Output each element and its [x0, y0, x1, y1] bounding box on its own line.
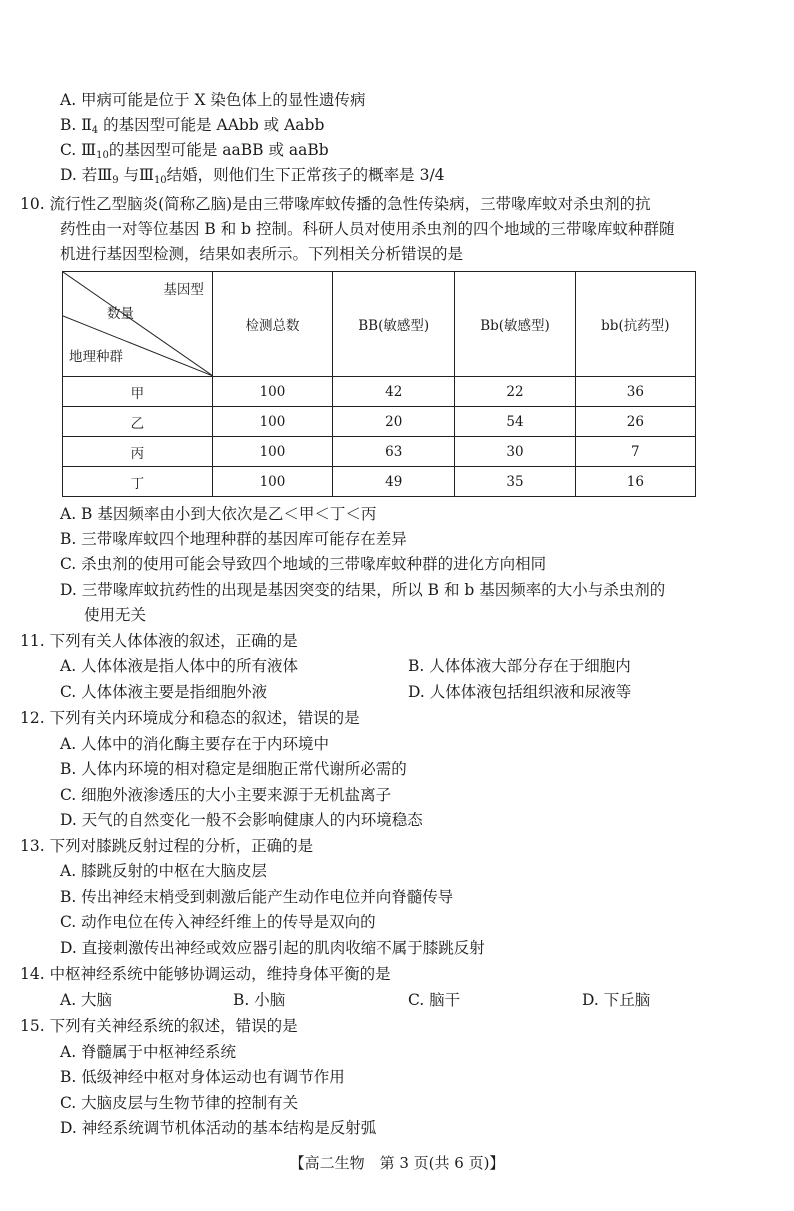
- q12-option-c: C. 细胞外液渗透压的大小主要来源于无机盐离子: [60, 786, 392, 804]
- q9-option-d-mid: 与Ⅲ: [118, 166, 154, 184]
- q9-option-b-prefix: B. Ⅱ: [60, 116, 92, 134]
- q14-stem: 14. 中枢神经系统中能够协调运动，维持身体平衡的是: [20, 965, 391, 983]
- q12-option-d: D. 天气的自然变化一般不会影响健康人的内环境稳态: [60, 811, 423, 829]
- cell-BB: 42: [333, 377, 455, 407]
- cell-total: 100: [212, 437, 332, 467]
- header-total: 检测总数: [212, 272, 332, 377]
- cell-bb: 16: [575, 467, 695, 497]
- q14-option-b: B. 小脑: [233, 991, 286, 1009]
- corner-label-population: 地理种群: [69, 349, 123, 365]
- q9-option-c-prefix: C. Ⅲ: [60, 141, 97, 159]
- cell-Bb: 30: [455, 437, 575, 467]
- table-row: [63, 377, 696, 407]
- cell-population: 丁: [63, 467, 213, 497]
- q12-stem: 12. 下列有关内环境成分和稳态的叙述，错误的是: [20, 709, 360, 727]
- cell-Bb: 22: [455, 377, 575, 407]
- q9-option-c-subscript: 10: [96, 150, 109, 161]
- table-row: [63, 407, 696, 437]
- q10-option-a: A. B 基因频率由小到大依次是乙＜甲＜丁＜丙: [60, 505, 377, 523]
- q11-option-c: C. 人体体液主要是指细胞外液: [60, 683, 268, 701]
- q9-option-d: [60, 165, 445, 185]
- q11-stem: 11. 下列有关人体体液的叙述，正确的是: [20, 632, 298, 650]
- q10-option-b: B. 三带喙库蚊四个地理种群的基因库可能存在差异: [60, 530, 407, 548]
- q13-option-c: C. 动作电位在传入神经纤维上的传导是双向的: [60, 913, 376, 931]
- q10-stem-line-2: 药性由一对等位基因 B 和 b 控制。科研人员对使用杀虫剂的四个地域的三带喙库蚊种群随: [60, 220, 675, 238]
- header-bb-resistant: bb(抗药型): [575, 272, 695, 377]
- q9-option-b-subscript: 4: [91, 125, 99, 136]
- q13-stem: 13. 下列对膝跳反射过程的分析，正确的是: [20, 837, 314, 855]
- q9-option-b-text: 的基因型可能是 AAbb 或 Aabb: [98, 116, 325, 134]
- table-row: [63, 467, 696, 497]
- q14-option-c: C. 脑干: [408, 991, 461, 1009]
- q15-option-b: B. 低级神经中枢对身体运动也有调节作用: [60, 1068, 345, 1086]
- q11-option-d: D. 人体体液包括组织液和尿液等: [408, 683, 632, 701]
- q12-option-a: A. 人体中的消化酶主要存在于内环境中: [60, 735, 330, 753]
- table-header-row: [63, 272, 696, 377]
- q13-option-a: A. 膝跳反射的中枢在大脑皮层: [60, 862, 268, 880]
- cell-total: 100: [212, 407, 332, 437]
- q9-option-d-subscript-1: 9: [112, 175, 119, 186]
- cell-population: 甲: [63, 377, 213, 407]
- q9-option-c-text: 的基因型可能是 aaBB 或 aaBb: [108, 141, 329, 159]
- q9-option-d-subscript-2: 10: [153, 175, 167, 186]
- q15-option-c: C. 大脑皮层与生物节律的控制有关: [60, 1094, 299, 1112]
- cell-BB: 63: [333, 437, 455, 467]
- cell-total: 100: [212, 377, 332, 407]
- table-corner-cell: [63, 272, 213, 377]
- cell-population: 乙: [63, 407, 213, 437]
- table-row: [63, 437, 696, 467]
- page-footer: 【高二生物 第 3 页(共 6 页)】: [289, 1154, 505, 1172]
- cell-total: 100: [212, 467, 332, 497]
- q10-stem-line-3: 机进行基因型检测，结果如表所示。下列相关分析错误的是: [60, 245, 464, 263]
- cell-BB: 49: [333, 467, 455, 497]
- q10-option-d-line-2: 使用无关: [84, 606, 147, 624]
- header-bb-sensitive: BB(敏感型): [333, 272, 455, 377]
- q14-option-a: A. 大脑: [60, 991, 113, 1009]
- q9-option-c: [60, 140, 329, 160]
- header-bb-het-sensitive: Bb(敏感型): [455, 272, 575, 377]
- q11-option-b: B. 人体体液大部分存在于细胞内: [408, 657, 631, 675]
- q13-option-b: B. 传出神经末梢受到刺激后能产生动作电位并向脊髓传导: [60, 888, 454, 906]
- cell-bb: 7: [575, 437, 695, 467]
- cell-bb: 36: [575, 377, 695, 407]
- q10-option-d-line-1: D. 三带喙库蚊抗药性的出现是基因突变的结果，所以 B 和 b 基因频率的大小与杀虫剂的: [60, 581, 666, 599]
- q9-option-b: [60, 115, 324, 135]
- corner-label-genotype: 基因型: [163, 282, 204, 298]
- q15-option-d: D. 神经系统调节机体活动的基本结构是反射弧: [60, 1119, 377, 1137]
- cell-population: 丙: [63, 437, 213, 467]
- q10-stem-line-1: 10. 流行性乙型脑炎(简称乙脑)是由三带喙库蚊传播的急性传染病，三带喙库蚊对杀虫剂的抗: [20, 195, 651, 213]
- cell-BB: 20: [333, 407, 455, 437]
- q15-stem: 15. 下列有关神经系统的叙述，错误的是: [20, 1017, 298, 1035]
- genotype-table: [62, 271, 696, 497]
- q11-option-a: A. 人体体液是指人体中的所有液体: [60, 657, 299, 675]
- q15-option-a: A. 脊髓属于中枢神经系统: [60, 1043, 237, 1061]
- corner-label-quantity: 数量: [107, 306, 134, 322]
- cell-Bb: 35: [455, 467, 575, 497]
- cell-Bb: 54: [455, 407, 575, 437]
- cell-bb: 26: [575, 407, 695, 437]
- q10-option-c: C. 杀虫剂的使用可能会导致四个地域的三带喙库蚊种群的进化方向相同: [60, 555, 547, 573]
- q14-option-d: D. 下丘脑: [582, 991, 651, 1009]
- q9-option-a: A. 甲病可能是位于 X 染色体上的显性遗传病: [60, 91, 366, 109]
- q9-option-d-text: 结婚，则他们生下正常孩子的概率是 3/4: [166, 166, 445, 184]
- q9-option-d-prefix: D. 若Ⅲ: [60, 166, 113, 184]
- q12-option-b: B. 人体内环境的相对稳定是细胞正常代谢所必需的: [60, 760, 407, 778]
- q13-option-d: D. 直接刺激传出神经或效应器引起的肌肉收缩不属于膝跳反射: [60, 939, 485, 957]
